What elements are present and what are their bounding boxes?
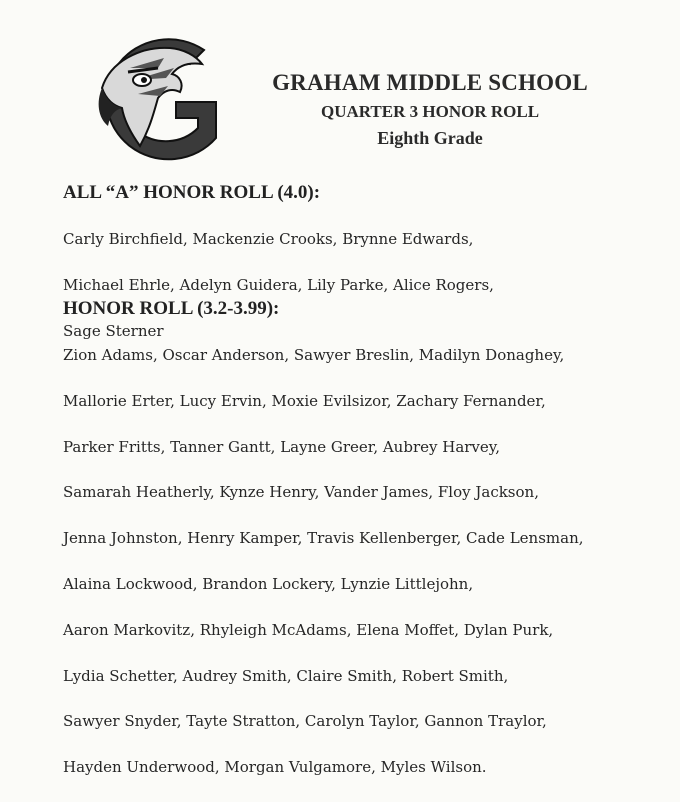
document-title: QUARTER 3 HONOR ROLL bbox=[320, 102, 540, 121]
name-line: Lydia Schetter, Audrey Smith, Claire Smith, Robert Smith, bbox=[63, 666, 509, 685]
name-line: Sawyer Snyder, Tayte Stratton, Carolyn Taylor, Gannon Traylor, bbox=[63, 712, 547, 731]
name-line: Parker Fritts, Tanner Gantt, Layne Greer, Aubrey Harvey, bbox=[63, 437, 501, 456]
name-line: Michael Ehrle, Adelyn Guidera, Lily Parke, Alice Rogers, bbox=[63, 275, 494, 294]
name-line: Hayden Underwood, Morgan Vulgamore, Myles Wilson. bbox=[63, 758, 487, 777]
honor-roll-section bbox=[63, 297, 663, 802]
section-heading: ALL “A” HONOR ROLL (4.0): bbox=[63, 182, 321, 203]
name-line: Alaina Lockwood, Brandon Lockery, Lynzie Littlejohn, bbox=[63, 574, 474, 593]
name-line: Jenna Johnston, Henry Kamper, Travis Kellenberger, Cade Lensman, bbox=[63, 529, 584, 548]
hawk-mascot-icon bbox=[84, 28, 242, 168]
school-name: GRAHAM MIDDLE SCHOOL bbox=[272, 70, 588, 95]
document-header bbox=[250, 70, 610, 149]
name-line: Zion Adams, Oscar Anderson, Sawyer Breslin, Madilyn Donaghey, bbox=[63, 345, 565, 364]
name-line: Sage Sterner bbox=[63, 321, 164, 340]
name-line: Carly Birchfield, Mackenzie Crooks, Brynne Edwards, bbox=[63, 229, 474, 248]
name-line: Samarah Heatherly, Kynze Henry, Vander James, Floy Jackson, bbox=[63, 483, 539, 502]
grade-label: Eighth Grade bbox=[377, 128, 483, 148]
school-logo bbox=[84, 28, 242, 168]
name-line: Mallorie Erter, Lucy Ervin, Moxie Evilsizor, Zachary Fernander, bbox=[63, 391, 546, 410]
name-line: Aaron Markovitz, Rhyleigh McAdams, Elena Moffet, Dylan Purk, bbox=[63, 620, 554, 639]
name-list bbox=[63, 321, 663, 802]
section-heading: HONOR ROLL (3.2-3.99): bbox=[63, 298, 280, 319]
